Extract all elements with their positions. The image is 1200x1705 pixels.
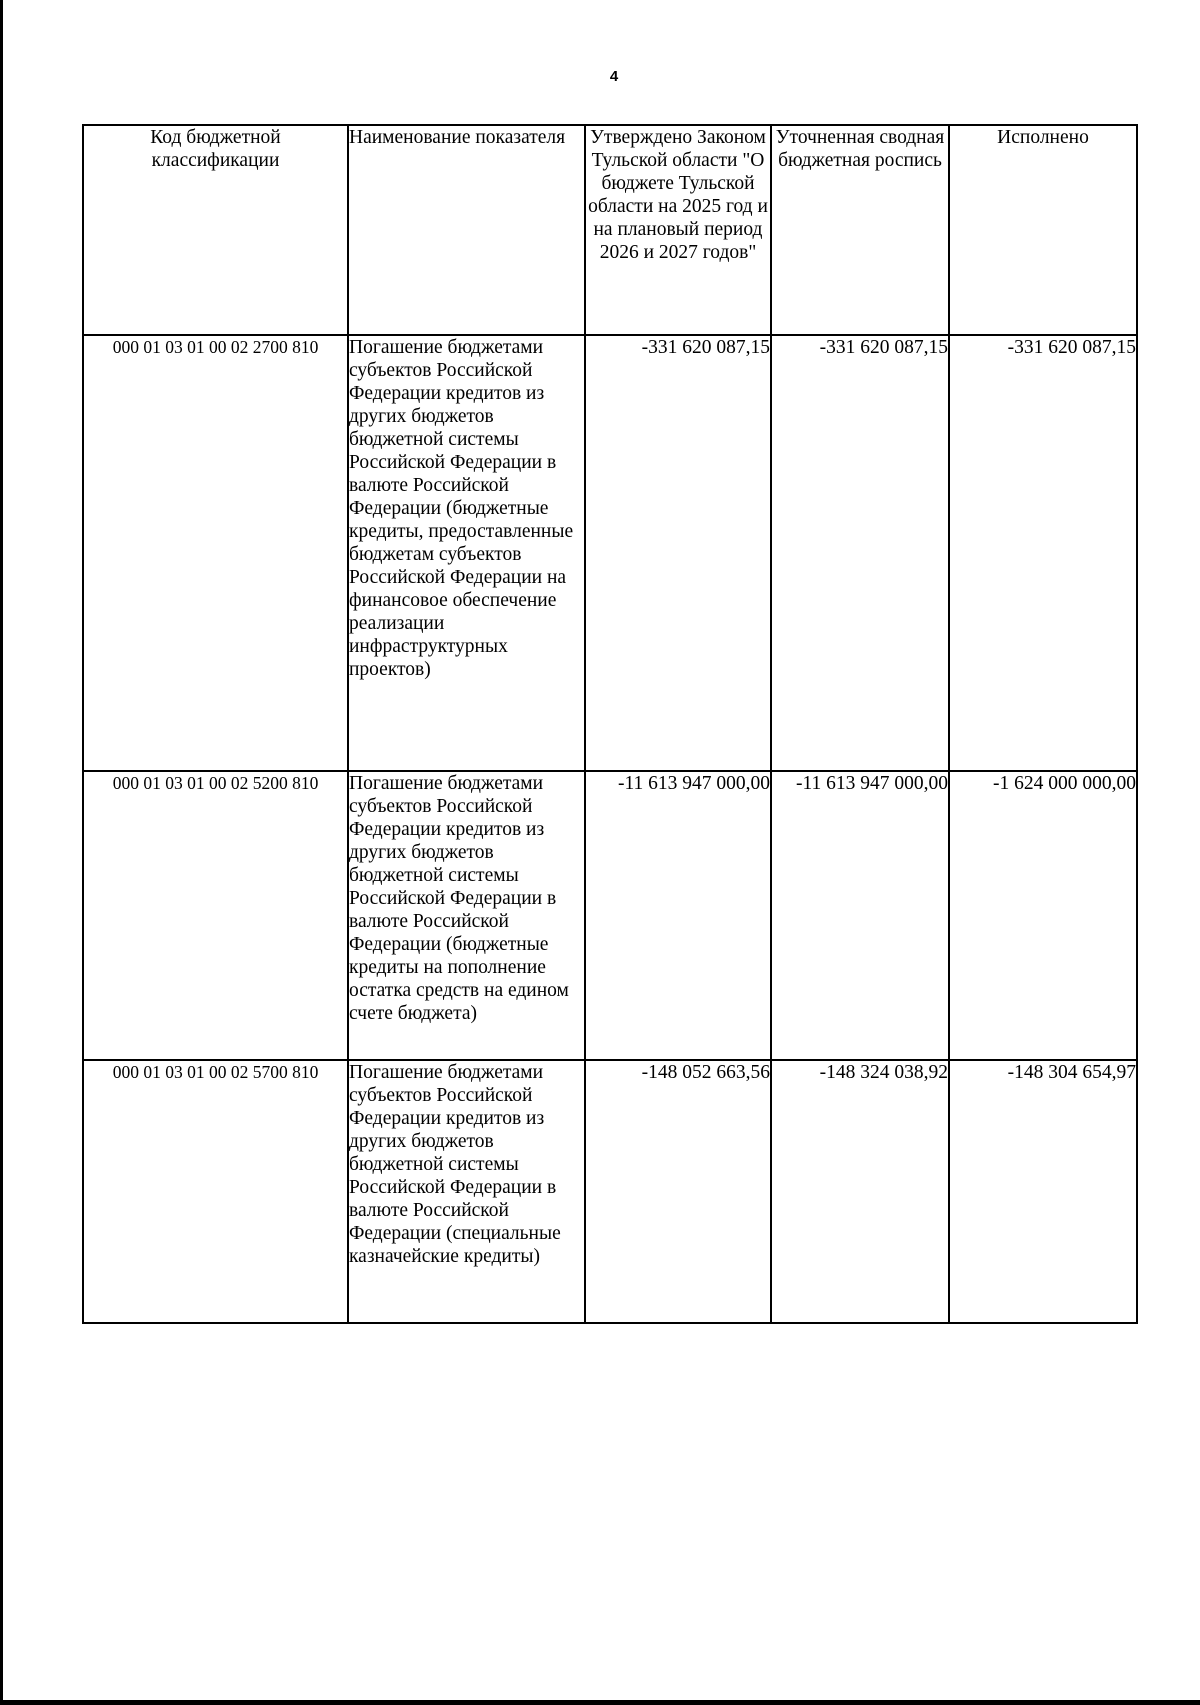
page-number: 4 bbox=[609, 68, 619, 85]
budget-table bbox=[82, 124, 1138, 1324]
cell-refined: -331 620 087,15 bbox=[771, 335, 949, 771]
scan-edge-left bbox=[0, 0, 3, 1705]
cell-code: 000 01 03 01 00 02 5200 810 bbox=[83, 771, 348, 1060]
cell-code: 000 01 03 01 00 02 5700 810 bbox=[83, 1060, 348, 1323]
cell-executed: -1 624 000 000,00 bbox=[949, 771, 1137, 1060]
cell-executed: -331 620 087,15 bbox=[949, 335, 1137, 771]
table-row bbox=[83, 771, 1137, 1060]
cell-name: Погашение бюджетами субъектов Российской Федерации кредитов из других бюджетов бюджетной системы Российской Федерации в валюте Российской Федерации (специальные казначейские кредиты) bbox=[348, 1060, 585, 1323]
header-refined: Уточненная сводная бюджетная роспись bbox=[771, 125, 949, 335]
header-approved: Утверждено Законом Тульской области "О бюджете Тульской области на 2025 год и на плановый период 2026 и 2027 годов" bbox=[585, 125, 771, 335]
cell-name: Погашение бюджетами субъектов Российской Федерации кредитов из других бюджетов бюджетной системы Российской Федерации в валюте Российской Федерации (бюджетные кредиты на пополнение остатка средств на едином счете бюджета) bbox=[348, 771, 585, 1060]
cell-executed: -148 304 654,97 bbox=[949, 1060, 1137, 1323]
cell-approved: -148 052 663,56 bbox=[585, 1060, 771, 1323]
cell-refined: -11 613 947 000,00 bbox=[771, 771, 949, 1060]
table-row bbox=[83, 335, 1137, 771]
cell-refined: -148 324 038,92 bbox=[771, 1060, 949, 1323]
header-name: Наименование показателя bbox=[348, 125, 585, 335]
cell-approved: -11 613 947 000,00 bbox=[585, 771, 771, 1060]
table-header-row bbox=[83, 125, 1137, 335]
cell-code: 000 01 03 01 00 02 2700 810 bbox=[83, 335, 348, 771]
header-executed: Исполнено bbox=[949, 125, 1137, 335]
header-code: Код бюджетной классификации bbox=[83, 125, 348, 335]
table-row bbox=[83, 1060, 1137, 1323]
scan-edge-bottom bbox=[0, 1700, 1200, 1705]
cell-name: Погашение бюджетами субъектов Российской Федерации кредитов из других бюджетов бюджетной системы Российской Федерации в валюте Российской Федерации (бюджетные кредиты, предоставленные бюджетам субъектов Российской Федерации на финансовое обеспечение реализации инфраструктурных проектов) bbox=[348, 335, 585, 771]
cell-approved: -331 620 087,15 bbox=[585, 335, 771, 771]
